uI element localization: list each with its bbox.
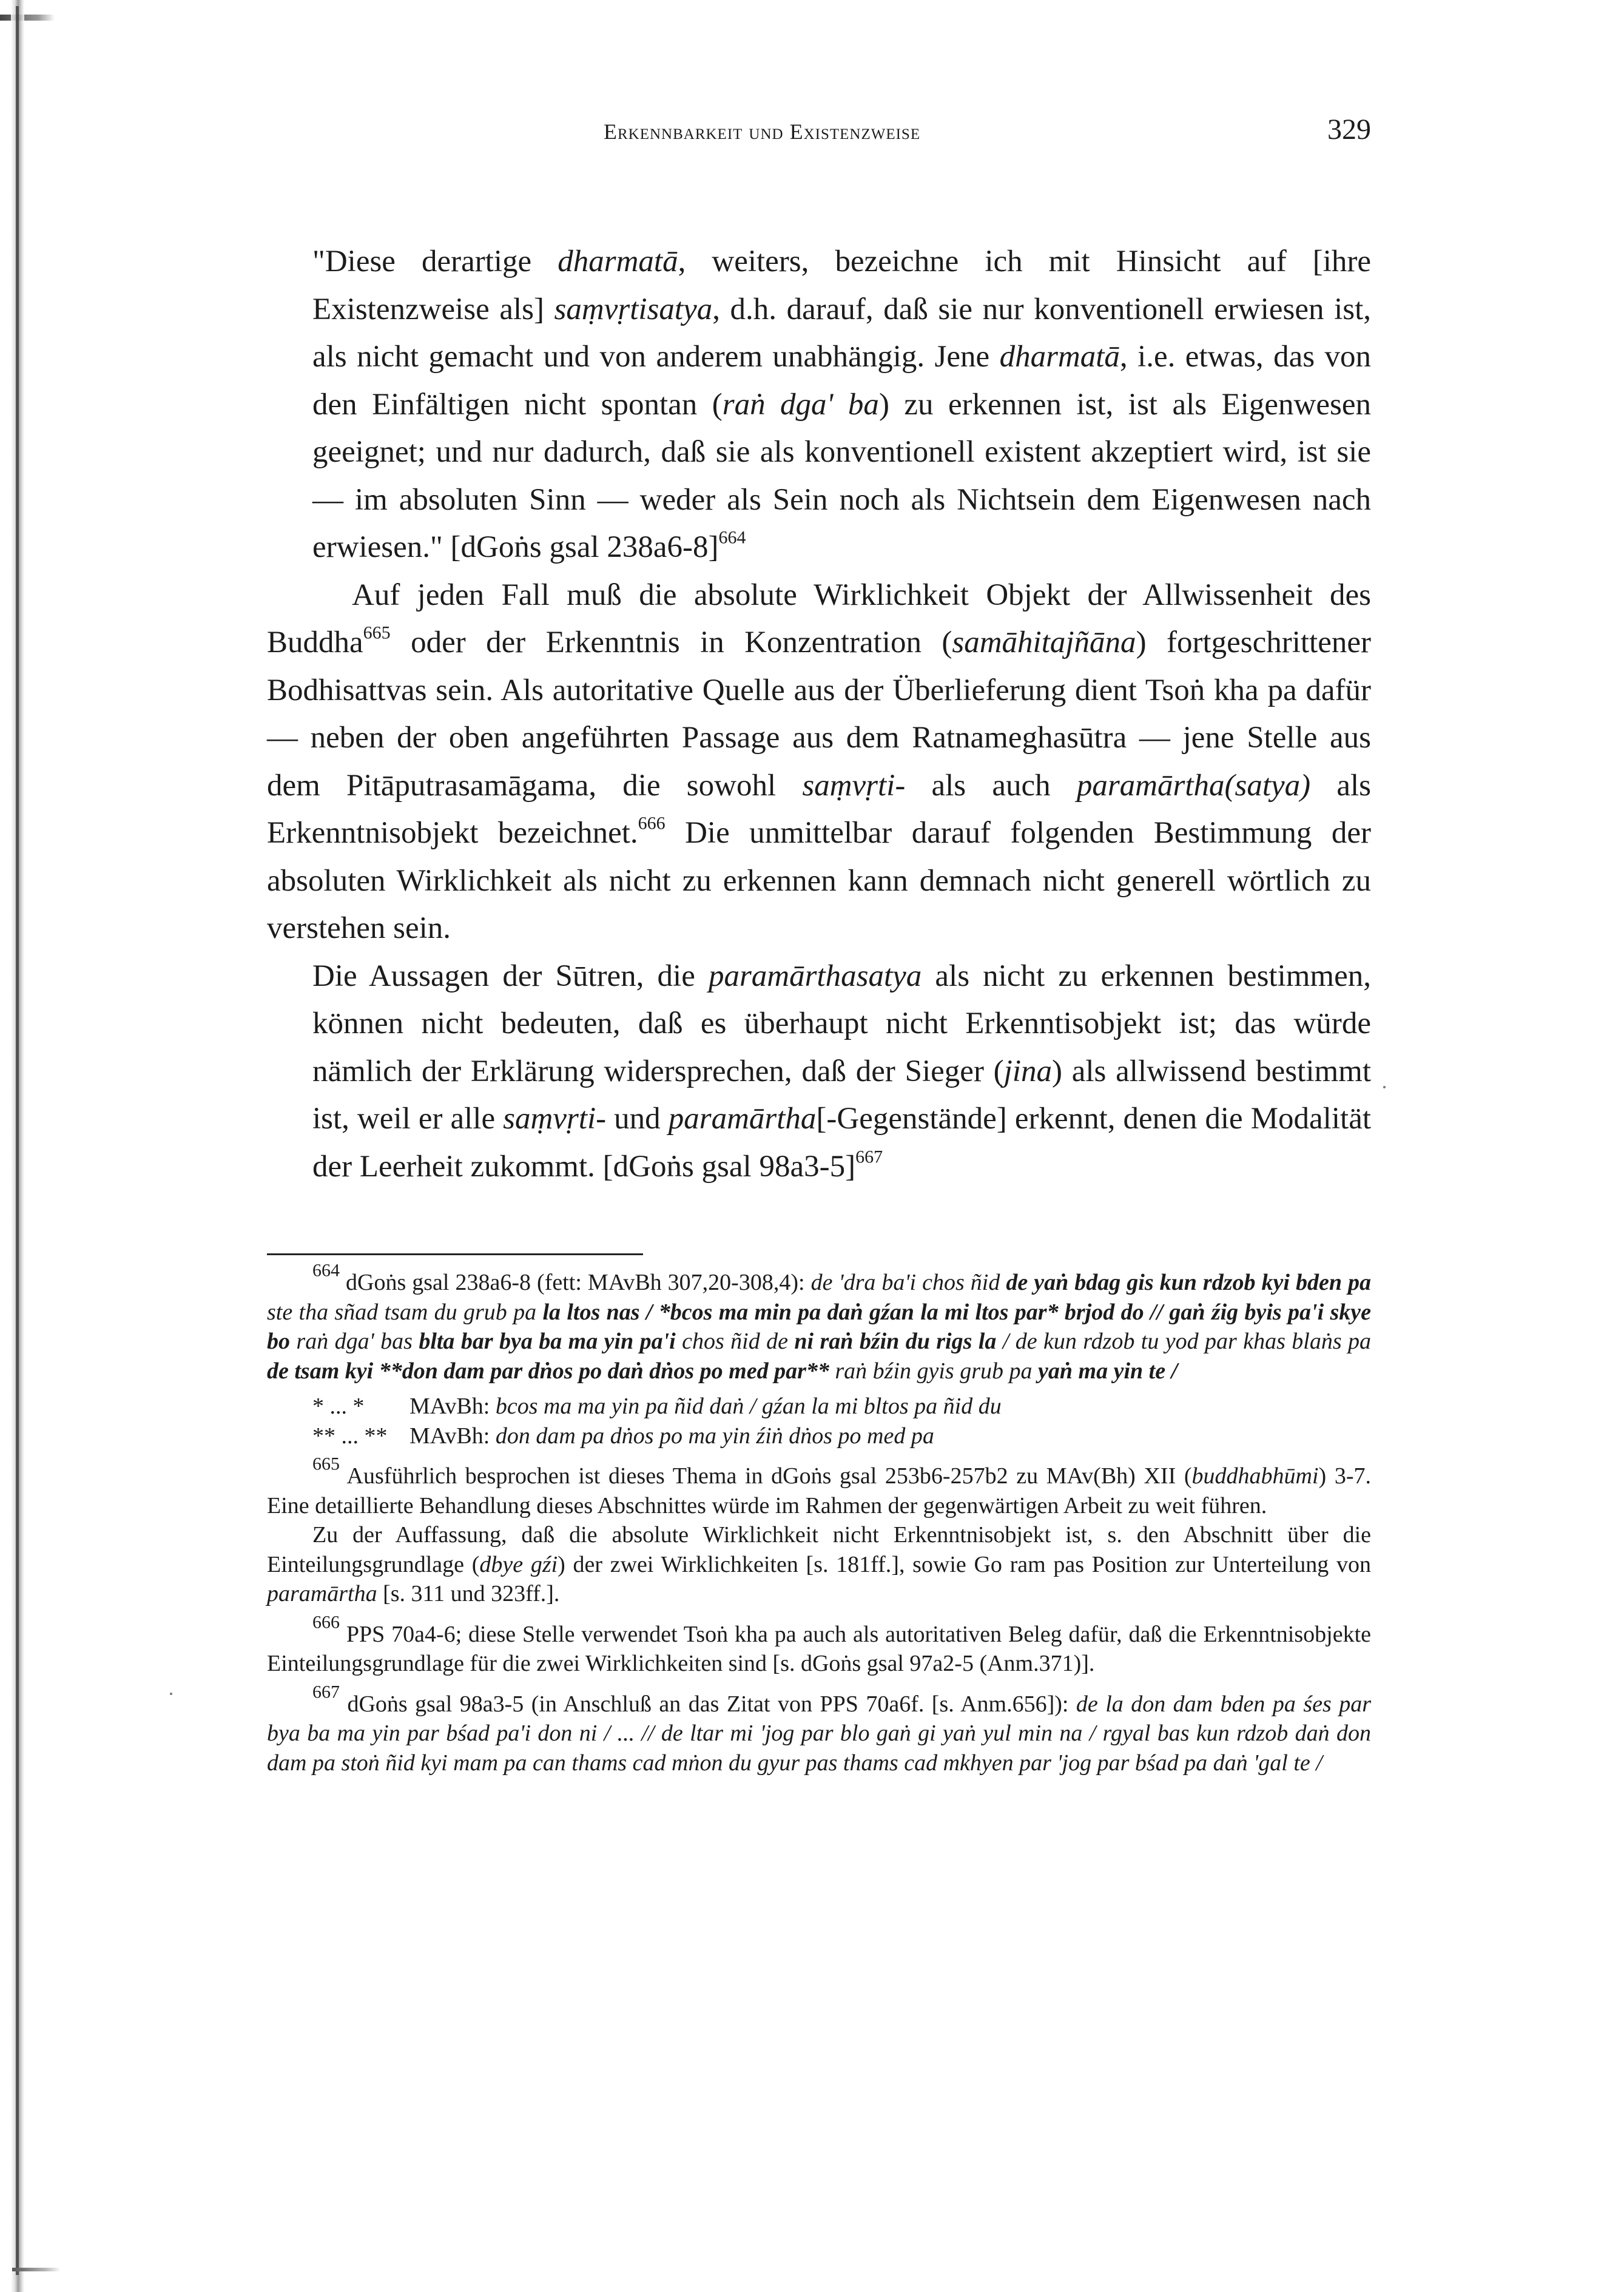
italic-term: raṅ dga' bas [290, 1329, 419, 1354]
italic-term: buddhabhūmi [1191, 1463, 1319, 1489]
text-run: dGoṅs gsal 98a3-5 (in Anschluß an das Zitat von PPS 70a6f. [s. Anm.656]): [340, 1691, 1076, 1717]
bold-term: de yaṅ bdag gis kun rdzob kyi bden pa [1006, 1270, 1371, 1295]
scan-bottom-mark [12, 2268, 61, 2271]
footnote-ref-665[interactable]: 665 [363, 622, 391, 643]
text-run: MAvBh: [409, 1394, 496, 1419]
text-run: als Erkenntnisobjekt bezeichnet. [267, 768, 1371, 850]
footnote-667 [267, 1682, 1371, 1778]
bold-term: blta bar bya ba ma yin pa'i [419, 1329, 676, 1354]
text-run: Ausführlich besprochen ist dieses Thema in dGoṅs gsal 253b6-257b2 zu MAv(Bh) XII ( [340, 1463, 1192, 1489]
bold-term: ni raṅ bźin du rigs la [794, 1329, 997, 1354]
italic-term: jina [1003, 1054, 1052, 1088]
text-run: dGoṅs gsal 238a6-8 (fett: MAvBh 307,20-308,4): [340, 1270, 811, 1295]
footnote-number: 665 [312, 1454, 340, 1474]
italic-term: raṅ bźin gyis grub pa [829, 1358, 1039, 1384]
variant-mark: * ... * [312, 1394, 365, 1419]
bold-term: yaṅ ma yin te / [1038, 1358, 1178, 1384]
italic-term: ste tha sñad tsam du grub pa [267, 1299, 543, 1325]
bold-term: la ltos nas / *bcos ma min pa daṅ gźan la mi ltos par* brjod do // gaṅ źig byis pa'i skye bo [267, 1299, 1371, 1354]
scan-corner-mark [0, 15, 55, 21]
text-run: [-Gegenstände] erkennt, denen die Modalität der Leerheit zukommt. [dGoṅs gsal 98a3-5] [312, 1102, 1371, 1184]
italic-term: de 'dra ba'i chos ñid [810, 1270, 1006, 1295]
italic-term: saṃvṛti- [503, 1102, 607, 1136]
block-quote [267, 238, 1371, 571]
text-run: Auf jeden Fall muß die absolute Wirklichkeit Objekt der Allwissenheit des Buddha [267, 578, 1371, 659]
bold-term: de tsam kyi **don dam par dṅos po daṅ dṅos po med par** [267, 1358, 829, 1384]
text-run: als nicht zu erkennen bestimmen, können nicht bedeuten, daß es überhaupt nicht Erkenntisobjekt ist; das würde nämlich der Erklärung widersprechen, daß der Sieger ( [312, 959, 1371, 1088]
text-run: oder der Erkenntnis in Konzentration ( [390, 625, 952, 659]
text-run: und [606, 1102, 669, 1136]
running-head: Erkennbarkeit und Existenzweise [604, 120, 921, 144]
footnote-ref-667[interactable]: 667 [855, 1147, 883, 1167]
text-run: "Diese derartige [312, 244, 558, 278]
main-text [267, 238, 1371, 1190]
text-run: , d.h. darauf, daß sie nur konventionell erwiesen ist, als nicht gemacht und von anderem unabhängig. Jene [312, 292, 1372, 374]
italic-term: dbye gźi [479, 1551, 558, 1577]
page-header [267, 113, 1371, 149]
scan-speck [170, 1693, 172, 1695]
italic-term: dharmatā [558, 244, 678, 278]
variant-mark: ** ... ** [312, 1423, 388, 1449]
footnote-666 [267, 1612, 1371, 1679]
text-run: ) fortgeschrittener Bodhisattvas sein. Als autoritative Quelle aus der Überlieferung dient Tsoṅ kha pa dafür — neben der oben angeführten Passage aus dem Ratnameghasūtra — jene Stelle aus dem Pitāputrasamāgama, die sowohl [267, 625, 1371, 803]
text-run: als auch [905, 768, 1077, 803]
footnote-number: 666 [312, 1612, 340, 1632]
footnote-number: 664 [312, 1260, 340, 1281]
italic-term: samāhitajñāna [952, 625, 1136, 659]
text-run: , weiters, bezeichne ich mit Hinsicht auf [ihre Existenzweise als] [312, 244, 1372, 326]
footnote-number: 667 [312, 1682, 340, 1702]
footnote-664-variant-1 [267, 1392, 1371, 1421]
footnote-665-continued [267, 1520, 1371, 1609]
text-run: ) als allwissend bestimmt ist, weil er alle [312, 1054, 1371, 1136]
footnote-ref-666[interactable]: 666 [638, 813, 665, 834]
italic-term: don dam pa dṅos po ma yin źiṅ dṅos po med pa [495, 1423, 934, 1449]
italic-term: paramārtha [267, 1581, 377, 1606]
italic-term: saṃvṛti- [802, 768, 906, 803]
text-run: , i.e. etwas, das von den Einfältigen nicht spontan ( [312, 340, 1371, 422]
paragraph-1 [267, 571, 1371, 952]
scan-binding-line [16, 6, 19, 2275]
paragraph-2 [267, 952, 1371, 1191]
text-run: ) zu erkennen ist, ist als Eigenwesen geeignet; und nur dadurch, daß sie als konventionell existent akzeptiert wird, ist sie — im absoluten Sinn — weder als Sein noch als Nichtsein dem Eigenwesen nach erwiesen." [dGoṅs gsal 238a6-8] [312, 387, 1371, 564]
footnotes [267, 1260, 1372, 1784]
italic-term: / de kun rdzob tu yod par khas blaṅs pa [996, 1329, 1372, 1354]
text-run: [s. 311 und 323ff.]. [377, 1581, 560, 1606]
italic-term: paramārtha [668, 1102, 817, 1136]
text-run: Die unmittelbar darauf folgenden Bestimmung der absoluten Wirklichkeit als nicht zu erkennen kann demnach nicht generell wörtlich zu verstehen sein. [267, 816, 1371, 945]
footnote-664 [267, 1260, 1372, 1386]
page-number: 329 [1327, 113, 1371, 146]
text-run: ) 3-7. Eine detaillierte Behandlung dieses Abschnittes würde im Rahmen der gegenwärtigen Arbeit zu weit führen. [267, 1463, 1371, 1518]
italic-term: de la don dam bden pa śes par bya ba ma yin par bśad pa'i don ni / ... // de ltar mi 'jog par blo gaṅ gi yaṅ yul min na / rgyal bas kun rdzob daṅ don dam pa stoṅ ñid kyi mam pa can thams cad mṅon du gyur pas thams cad mkhyen par 'jog par bśad pa daṅ 'gal te / [267, 1691, 1371, 1776]
italic-term: raṅ dga' ba [722, 387, 879, 422]
italic-term: dharmatā [999, 340, 1120, 374]
scan-speck [1383, 1086, 1386, 1088]
footnote-665 [267, 1454, 1371, 1520]
footnote-rule [267, 1253, 643, 1255]
text-run: MAvBh: [409, 1423, 496, 1449]
footnote-664-variant-2 [267, 1421, 1371, 1451]
italic-term: chos ñid de [675, 1329, 795, 1354]
text-run: PPS 70a4-6; diese Stelle verwendet Tsoṅ kha pa auch als autoritativen Beleg dafür, daß die Erkenntnisobjekte Einteilungsgrundlage für die zwei Wirklichkeiten sind [s. dGoṅs gsal 97a2-5 (Anm.371)]. [267, 1621, 1371, 1676]
text-run: Die Aussagen der Sūtren, die [312, 959, 709, 993]
italic-term: bcos ma ma yin pa ñid daṅ / gźan la mi bltos pa ñid du [495, 1394, 1002, 1419]
italic-term: saṃvṛtisatya [554, 292, 713, 326]
text-run: ) der zwei Wirklichkeiten [s. 181ff.], sowie Go ram pas Position zur Unterteilung von [558, 1551, 1371, 1577]
italic-term: paramārtha(satya) [1076, 768, 1311, 803]
text-run: Zu der Auffassung, daß die absolute Wirklichkeit nicht Erkenntnisobjekt ist, s. den Abschnitt über die Einteilungsgrundlage ( [267, 1522, 1371, 1577]
italic-term: paramārthasatya [708, 959, 922, 993]
footnote-ref-664[interactable]: 664 [718, 527, 746, 548]
